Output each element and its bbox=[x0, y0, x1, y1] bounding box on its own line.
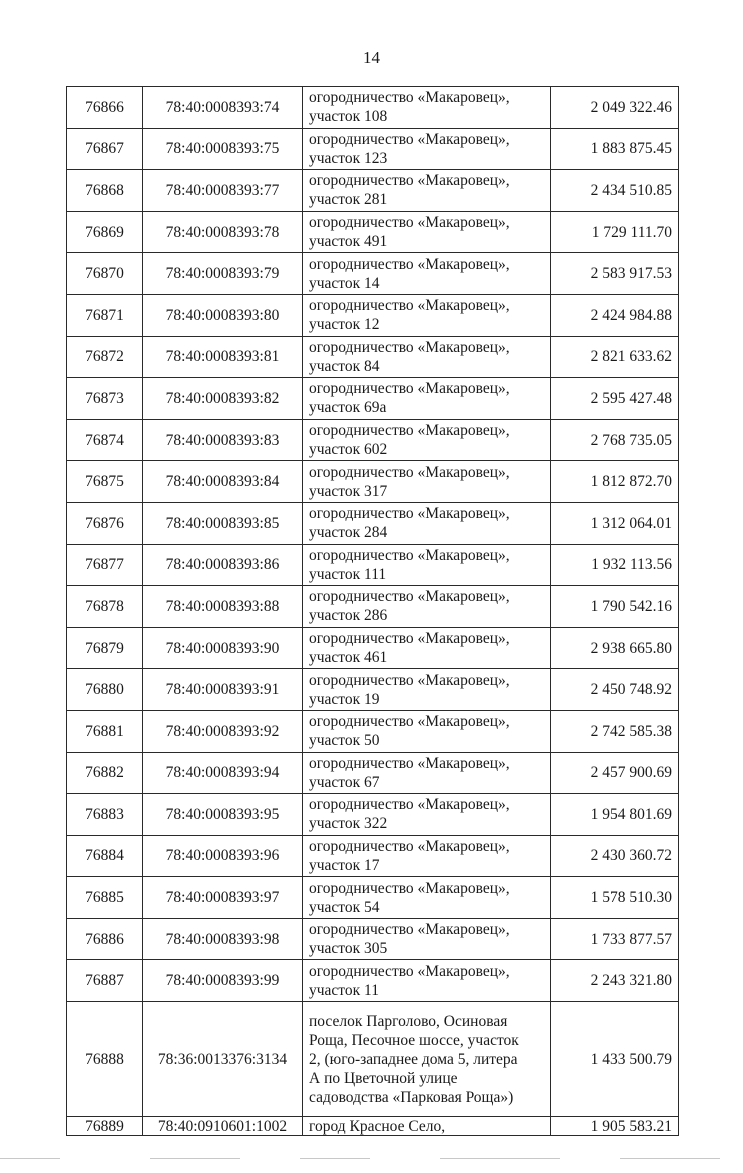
address-line: участок 69а bbox=[309, 399, 387, 417]
cadastral-value-cell: 1 790 542.16 bbox=[551, 586, 679, 628]
cadastral-number-cell: 78:40:0008393:96 bbox=[143, 835, 303, 877]
record-number-cell: 76886 bbox=[67, 918, 143, 960]
table-row bbox=[67, 378, 679, 420]
address-line: 2, (юго-западнее дома 5, литера bbox=[309, 1050, 518, 1068]
address-cell bbox=[303, 544, 551, 586]
page-number: 14 bbox=[363, 48, 380, 67]
cadastral-value-cell: 2 457 900.69 bbox=[551, 752, 679, 794]
table-row bbox=[67, 87, 679, 129]
address-line: участок 67 bbox=[309, 773, 380, 791]
address-cell bbox=[303, 170, 551, 212]
cadastral-value-cell: 2 742 585.38 bbox=[551, 710, 679, 752]
table-row bbox=[67, 960, 679, 1002]
record-number-cell: 76877 bbox=[67, 544, 143, 586]
address-line: огородничество «Макаровец», bbox=[309, 380, 510, 398]
cadastral-number-cell: 78:40:0008393:91 bbox=[143, 669, 303, 711]
cadastral-value-cell: 2 424 984.88 bbox=[551, 294, 679, 336]
cadastral-value-cell: 2 434 510.85 bbox=[551, 170, 679, 212]
cadastral-number-cell: 78:40:0008393:98 bbox=[143, 918, 303, 960]
cadastral-number-cell: 78:40:0008393:75 bbox=[143, 128, 303, 170]
address-line: участок 14 bbox=[309, 274, 380, 292]
record-number-cell: 76887 bbox=[67, 960, 143, 1002]
cadastral-value-cell: 2 049 322.46 bbox=[551, 87, 679, 129]
table-row bbox=[67, 752, 679, 794]
land-plots-table bbox=[66, 86, 679, 1136]
cadastral-value-cell: 1 433 500.79 bbox=[551, 1002, 679, 1117]
record-number-cell: 76870 bbox=[67, 253, 143, 295]
table-row bbox=[67, 336, 679, 378]
cadastral-number-cell: 78:40:0008393:80 bbox=[143, 294, 303, 336]
address-line: огородничество «Макаровец», bbox=[309, 255, 510, 273]
address-line: участок 17 bbox=[309, 856, 380, 874]
record-number-cell: 76866 bbox=[67, 87, 143, 129]
table-row bbox=[67, 627, 679, 669]
address-line: огородничество «Макаровец», bbox=[309, 130, 510, 148]
address-line: участок 123 bbox=[309, 149, 388, 167]
address-line: огородничество «Макаровец», bbox=[309, 463, 510, 481]
record-number-cell: 76881 bbox=[67, 710, 143, 752]
address-line: огородничество «Макаровец», bbox=[309, 588, 510, 606]
cadastral-number-cell: 78:40:0008393:85 bbox=[143, 502, 303, 544]
cadastral-value-cell: 1 883 875.45 bbox=[551, 128, 679, 170]
address-line: участок 11 bbox=[309, 981, 379, 999]
table-row bbox=[67, 1117, 679, 1136]
cadastral-value-cell: 2 243 321.80 bbox=[551, 960, 679, 1002]
record-number-cell: 76873 bbox=[67, 378, 143, 420]
address-line: огородничество «Макаровец», bbox=[309, 89, 510, 107]
address-cell bbox=[303, 794, 551, 836]
address-line: огородничество «Макаровец», bbox=[309, 713, 510, 731]
record-number-cell: 76882 bbox=[67, 752, 143, 794]
cadastral-value-cell: 2 821 633.62 bbox=[551, 336, 679, 378]
address-line: участок 281 bbox=[309, 191, 388, 209]
record-number-cell: 76880 bbox=[67, 669, 143, 711]
address-line: участок 322 bbox=[309, 815, 388, 833]
record-number-cell: 76883 bbox=[67, 794, 143, 836]
address-cell bbox=[303, 211, 551, 253]
address-line: участок 50 bbox=[309, 732, 380, 750]
address-cell bbox=[303, 378, 551, 420]
table-row bbox=[67, 253, 679, 295]
address-line: участок 54 bbox=[309, 898, 380, 916]
table-row bbox=[67, 877, 679, 919]
address-line: огородничество «Макаровец», bbox=[309, 422, 510, 440]
table-row bbox=[67, 544, 679, 586]
address-cell bbox=[303, 877, 551, 919]
address-line: огородничество «Макаровец», bbox=[309, 630, 510, 648]
address-line: огородничество «Макаровец», bbox=[309, 546, 510, 564]
table-row bbox=[67, 419, 679, 461]
address-line: участок 491 bbox=[309, 233, 388, 251]
address-line: участок 305 bbox=[309, 940, 388, 958]
cadastral-number-cell: 78:40:0008393:78 bbox=[143, 211, 303, 253]
address-line: огородничество «Макаровец», bbox=[309, 297, 510, 315]
address-line: участок 284 bbox=[309, 524, 388, 542]
address-cell bbox=[303, 586, 551, 628]
cadastral-number-cell: 78:40:0008393:86 bbox=[143, 544, 303, 586]
address-line: огородничество «Макаровец», bbox=[309, 837, 510, 855]
address-line: огородничество «Макаровец», bbox=[309, 879, 510, 897]
record-number-cell: 76878 bbox=[67, 586, 143, 628]
address-cell bbox=[303, 461, 551, 503]
table-row bbox=[67, 794, 679, 836]
address-line: огородничество «Макаровец», bbox=[309, 172, 510, 190]
address-line: А по Цветочной улице bbox=[309, 1069, 458, 1087]
cadastral-number-cell: 78:40:0008393:81 bbox=[143, 336, 303, 378]
record-number-cell: 76872 bbox=[67, 336, 143, 378]
table-row bbox=[67, 1002, 679, 1117]
table-row bbox=[67, 294, 679, 336]
table-row bbox=[67, 128, 679, 170]
cadastral-number-cell: 78:40:0008393:74 bbox=[143, 87, 303, 129]
address-line: огородничество «Макаровец», bbox=[309, 754, 510, 772]
address-line: город Красное Село, bbox=[309, 1117, 446, 1135]
cadastral-value-cell: 2 595 427.48 bbox=[551, 378, 679, 420]
record-number-cell: 76888 bbox=[67, 1002, 143, 1117]
cadastral-number-cell: 78:40:0008393:84 bbox=[143, 461, 303, 503]
cadastral-number-cell: 78:40:0008393:95 bbox=[143, 794, 303, 836]
cadastral-value-cell: 1 812 872.70 bbox=[551, 461, 679, 503]
cadastral-value-cell: 2 583 917.53 bbox=[551, 253, 679, 295]
cadastral-value-cell: 1 932 113.56 bbox=[551, 544, 679, 586]
scan-edge-marks bbox=[0, 1158, 743, 1162]
record-number-cell: 76871 bbox=[67, 294, 143, 336]
address-cell bbox=[303, 918, 551, 960]
cadastral-number-cell: 78:40:0008393:94 bbox=[143, 752, 303, 794]
cadastral-number-cell: 78:40:0008393:79 bbox=[143, 253, 303, 295]
table-row bbox=[67, 835, 679, 877]
address-line: участок 12 bbox=[309, 316, 380, 334]
record-number-cell: 76889 bbox=[67, 1117, 143, 1136]
address-line: участок 602 bbox=[309, 441, 388, 459]
address-line: поселок Парголово, Осиновая bbox=[309, 1012, 508, 1030]
table-row bbox=[67, 669, 679, 711]
cadastral-value-cell: 2 938 665.80 bbox=[551, 627, 679, 669]
cadastral-value-cell: 1 729 111.70 bbox=[551, 211, 679, 253]
address-cell bbox=[303, 419, 551, 461]
record-number-cell: 76879 bbox=[67, 627, 143, 669]
address-line: огородничество «Макаровец», bbox=[309, 962, 510, 980]
record-number-cell: 76884 bbox=[67, 835, 143, 877]
cadastral-number-cell: 78:40:0008393:92 bbox=[143, 710, 303, 752]
record-number-cell: 76885 bbox=[67, 877, 143, 919]
table-row bbox=[67, 211, 679, 253]
table-row bbox=[67, 586, 679, 628]
address-line: огородничество «Макаровец», bbox=[309, 214, 510, 232]
cadastral-number-cell: 78:40:0008393:99 bbox=[143, 960, 303, 1002]
table-row bbox=[67, 170, 679, 212]
cadastral-number-cell: 78:40:0008393:82 bbox=[143, 378, 303, 420]
cadastral-value-cell: 2 768 735.05 bbox=[551, 419, 679, 461]
address-cell bbox=[303, 87, 551, 129]
address-cell bbox=[303, 253, 551, 295]
address-cell bbox=[303, 710, 551, 752]
address-cell bbox=[303, 502, 551, 544]
table-row bbox=[67, 502, 679, 544]
address-line: огородничество «Макаровец», bbox=[309, 338, 510, 356]
address-line: огородничество «Макаровец», bbox=[309, 505, 510, 523]
address-cell bbox=[303, 1002, 551, 1117]
cadastral-number-cell: 78:40:0008393:90 bbox=[143, 627, 303, 669]
address-line: участок 286 bbox=[309, 607, 388, 625]
record-number-cell: 76875 bbox=[67, 461, 143, 503]
address-cell bbox=[303, 627, 551, 669]
cadastral-value-cell: 1 954 801.69 bbox=[551, 794, 679, 836]
address-line: огородничество «Макаровец», bbox=[309, 921, 510, 939]
table-body bbox=[67, 87, 679, 1136]
cadastral-number-cell: 78:40:0008393:97 bbox=[143, 877, 303, 919]
table-row bbox=[67, 461, 679, 503]
cadastral-value-cell: 1 905 583.21 bbox=[551, 1117, 679, 1136]
address-cell bbox=[303, 1117, 551, 1136]
address-cell bbox=[303, 960, 551, 1002]
address-line: участок 108 bbox=[309, 108, 388, 126]
address-line: садоводства «Парковая Роща») bbox=[309, 1088, 514, 1106]
record-number-cell: 76869 bbox=[67, 211, 143, 253]
record-number-cell: 76868 bbox=[67, 170, 143, 212]
table-row bbox=[67, 918, 679, 960]
cadastral-value-cell: 1 733 877.57 bbox=[551, 918, 679, 960]
address-line: огородничество «Макаровец», bbox=[309, 671, 510, 689]
cadastral-number-cell: 78:40:0008393:88 bbox=[143, 586, 303, 628]
address-line: участок 317 bbox=[309, 482, 388, 500]
cadastral-value-cell: 2 450 748.92 bbox=[551, 669, 679, 711]
record-number-cell: 76876 bbox=[67, 502, 143, 544]
address-cell bbox=[303, 294, 551, 336]
address-cell bbox=[303, 752, 551, 794]
address-line: огородничество «Макаровец», bbox=[309, 796, 510, 814]
cadastral-value-cell: 2 430 360.72 bbox=[551, 835, 679, 877]
address-line: участок 461 bbox=[309, 649, 388, 667]
record-number-cell: 76874 bbox=[67, 419, 143, 461]
table-row bbox=[67, 710, 679, 752]
address-cell bbox=[303, 128, 551, 170]
cadastral-value-cell: 1 312 064.01 bbox=[551, 502, 679, 544]
cadastral-number-cell: 78:40:0008393:77 bbox=[143, 170, 303, 212]
address-line: участок 19 bbox=[309, 690, 380, 708]
cadastral-number-cell: 78:40:0910601:1002 bbox=[143, 1117, 303, 1136]
record-number-cell: 76867 bbox=[67, 128, 143, 170]
address-cell bbox=[303, 669, 551, 711]
address-line: участок 111 bbox=[309, 565, 387, 583]
cadastral-number-cell: 78:36:0013376:3134 bbox=[143, 1002, 303, 1117]
cadastral-number-cell: 78:40:0008393:83 bbox=[143, 419, 303, 461]
address-line: участок 84 bbox=[309, 357, 380, 375]
address-line: Роща, Песочное шоссе, участок bbox=[309, 1031, 519, 1049]
address-cell bbox=[303, 835, 551, 877]
cadastral-value-cell: 1 578 510.30 bbox=[551, 877, 679, 919]
address-cell bbox=[303, 336, 551, 378]
